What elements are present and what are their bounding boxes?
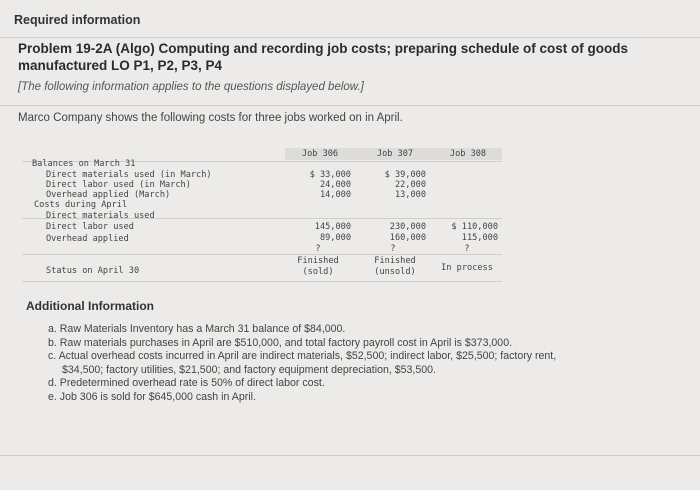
list-item: e. Job 306 is sold for $645,000 cash in April. bbox=[48, 390, 256, 403]
table-cell: ? bbox=[464, 244, 470, 254]
row-label: Overhead applied bbox=[46, 234, 129, 244]
row-label: Direct materials used bbox=[46, 211, 155, 221]
list-item: d. Predetermined overhead rate is 50% of direct labor cost. bbox=[48, 377, 325, 389]
list-item: a. Raw Materials Inventory has a March 31 balance of $84,000. bbox=[48, 323, 346, 335]
job-cost-table bbox=[22, 148, 502, 288]
table-cell: ? bbox=[390, 244, 396, 254]
additional-information-heading: Additional Information bbox=[26, 299, 154, 313]
intro-text: Marco Company shows the following costs for three jobs worked on in April. bbox=[18, 112, 403, 124]
row-label: Direct materials used (in March) bbox=[46, 170, 212, 180]
section-label: Costs during April bbox=[34, 200, 128, 210]
list-item: $34,500; factory utilities, $21,500; and factory equipment depreciation, $53,500. bbox=[62, 363, 436, 376]
table-cell: 14,000 bbox=[319, 190, 351, 200]
table-cell: In process bbox=[441, 263, 493, 273]
table-cell: Finished (sold) bbox=[297, 256, 339, 277]
table-cell: Finished (unsold) bbox=[374, 256, 416, 277]
table-cell: 160,000 bbox=[389, 233, 426, 243]
additional-information-list bbox=[48, 323, 688, 404]
table-divider bbox=[22, 254, 502, 255]
table-cell: $ 110,000 bbox=[451, 222, 498, 232]
table-cell: $ 33,000 bbox=[309, 170, 351, 180]
table-cell: 24,000 bbox=[319, 180, 351, 190]
table-cell: 145,000 bbox=[314, 222, 351, 232]
table-cell: 13,000 bbox=[394, 190, 426, 200]
row-label: Overhead applied (March) bbox=[46, 190, 171, 200]
row-label: Direct labor used bbox=[46, 222, 134, 232]
required-information-heading: Required information bbox=[14, 13, 141, 27]
instruction-note: [The following information applies to the questions displayed below.] bbox=[18, 81, 364, 93]
column-header-job-308: Job 308 bbox=[434, 148, 502, 160]
table-cell: $ 39,000 bbox=[384, 170, 426, 180]
divider bbox=[0, 455, 700, 456]
row-label: Status on April 30 bbox=[46, 266, 140, 276]
column-header-job-306: Job 306 bbox=[285, 148, 355, 160]
list-item: b. Raw materials purchases in April are $510,000, and total factory payroll cost in April is $373,000. bbox=[48, 336, 513, 349]
section-label: Balances on March 31 bbox=[32, 159, 136, 169]
table-cell: 22,000 bbox=[394, 180, 426, 190]
row-label: Direct labor used (in March) bbox=[46, 180, 191, 190]
divider bbox=[0, 105, 700, 106]
list-item: c. Actual overhead costs incurred in April are indirect materials, $52,500; indirect labor, $25,500; factory rent, bbox=[48, 350, 557, 362]
column-header-job-307: Job 307 bbox=[360, 148, 430, 160]
table-cell: 89,000 bbox=[319, 233, 351, 243]
table-cell: 115,000 bbox=[461, 233, 498, 243]
table-divider bbox=[22, 281, 502, 282]
table-cell: ? bbox=[315, 244, 321, 254]
problem-title: Problem 19-2A (Algo) Computing and recording job costs; preparing schedule of cost of goods manufactured LO P1, P2, P3, P4 bbox=[18, 41, 629, 73]
divider bbox=[0, 37, 700, 38]
table-cell: 230,000 bbox=[389, 222, 426, 232]
